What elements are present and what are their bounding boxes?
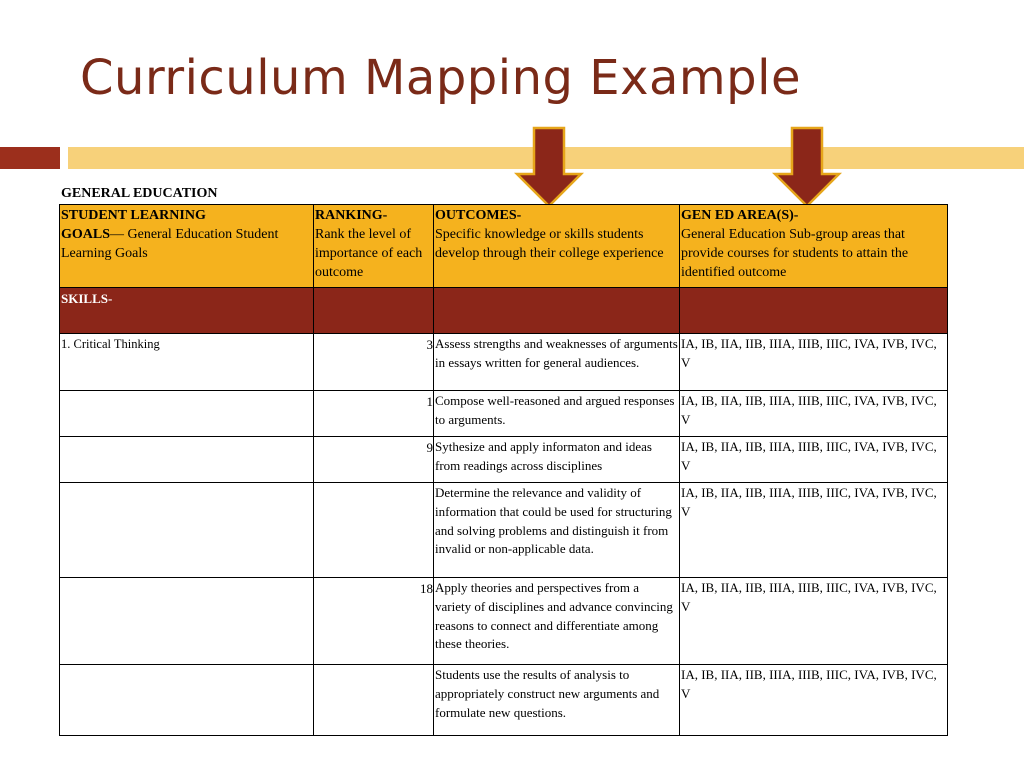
rank-cell: 3 <box>314 334 434 391</box>
area-cell: IA, IB, IIA, IIB, IIIA, IIIB, IIIC, IVA, IVB, IVC, V <box>680 483 948 578</box>
header-ranking-text: Rank the level of importance of each outcome <box>315 227 423 280</box>
curriculum-table <box>59 204 948 736</box>
area-cell: IA, IB, IIA, IIB, IIIA, IIIB, IIIC, IVA, IVB, IVC, V <box>680 665 948 736</box>
rank-cell: 9 <box>314 437 434 483</box>
header-goals <box>60 205 314 288</box>
goal-cell <box>60 391 314 437</box>
goal-cell <box>60 665 314 736</box>
rank-cell <box>314 483 434 578</box>
skills-empty-cell <box>314 288 434 334</box>
goal-cell <box>60 483 314 578</box>
table-row <box>60 437 948 483</box>
header-area-text: General Education Sub-group areas that provide courses for students to attain the identified outcome <box>681 227 909 280</box>
table-row <box>60 665 948 736</box>
goal-cell <box>60 437 314 483</box>
page-title: Curriculum Mapping Example <box>80 50 801 106</box>
goal-cell <box>60 578 314 665</box>
outcome-cell: Compose well-reasoned and argued responses to arguments. <box>434 391 680 437</box>
outcome-cell: Sythesize and apply informaton and ideas from readings across disciplines <box>434 437 680 483</box>
decorative-band-dark <box>0 147 60 169</box>
rank-cell <box>314 665 434 736</box>
outcome-cell: Apply theories and perspectives from a variety of disciplines and advance convincing reasons to connect and differentiate among these theories. <box>434 578 680 665</box>
down-arrow-icon <box>772 126 842 208</box>
skills-empty-cell <box>434 288 680 334</box>
outcome-cell: Determine the relevance and validity of information that could be used for structuring and solving problems and distinguish it from invalid or non-applicable data. <box>434 483 680 578</box>
rank-cell: 1 <box>314 391 434 437</box>
area-cell: IA, IB, IIA, IIB, IIIA, IIIB, IIIC, IVA, IVB, IVC, V <box>680 334 948 391</box>
rank-cell: 18 <box>314 578 434 665</box>
table-caption: GENERAL EDUCATION <box>61 186 218 201</box>
header-ranking <box>314 205 434 288</box>
skills-empty-cell <box>680 288 948 334</box>
area-cell: IA, IB, IIA, IIB, IIIA, IIIB, IIIC, IVA, IVB, IVC, V <box>680 437 948 483</box>
area-cell: IA, IB, IIA, IIB, IIIA, IIIB, IIIC, IVA, IVB, IVC, V <box>680 391 948 437</box>
down-arrow-icon <box>514 126 584 208</box>
header-area-bold: GEN ED AREA(S)- <box>681 208 799 223</box>
header-goals-bold-2: GOALS <box>61 227 111 242</box>
table-row <box>60 334 948 391</box>
header-ranking-bold: RANKING- <box>315 208 388 223</box>
header-outcomes-text: Specific knowledge or skills students develop through their college experience <box>435 227 664 261</box>
outcome-cell: Assess strengths and weaknesses of arguments in essays written for general audiences. <box>434 334 680 391</box>
table-row <box>60 578 948 665</box>
header-area <box>680 205 948 288</box>
header-goals-text: — General Education Student Learning Goals <box>61 227 279 261</box>
outcome-cell: Students use the results of analysis to appropriately construct new arguments and formulate new questions. <box>434 665 680 736</box>
goal-cell: 1. Critical Thinking <box>60 334 314 391</box>
skills-label: SKILLS- <box>60 288 314 334</box>
header-outcomes-bold: OUTCOMES- <box>435 208 522 223</box>
header-row <box>60 205 948 288</box>
area-cell: IA, IB, IIA, IIB, IIIA, IIIB, IIIC, IVA, IVB, IVC, V <box>680 578 948 665</box>
table-row <box>60 391 948 437</box>
skills-row <box>60 288 948 334</box>
table-row <box>60 483 948 578</box>
header-outcomes <box>434 205 680 288</box>
header-goals-bold-1: STUDENT LEARNING <box>61 208 206 223</box>
